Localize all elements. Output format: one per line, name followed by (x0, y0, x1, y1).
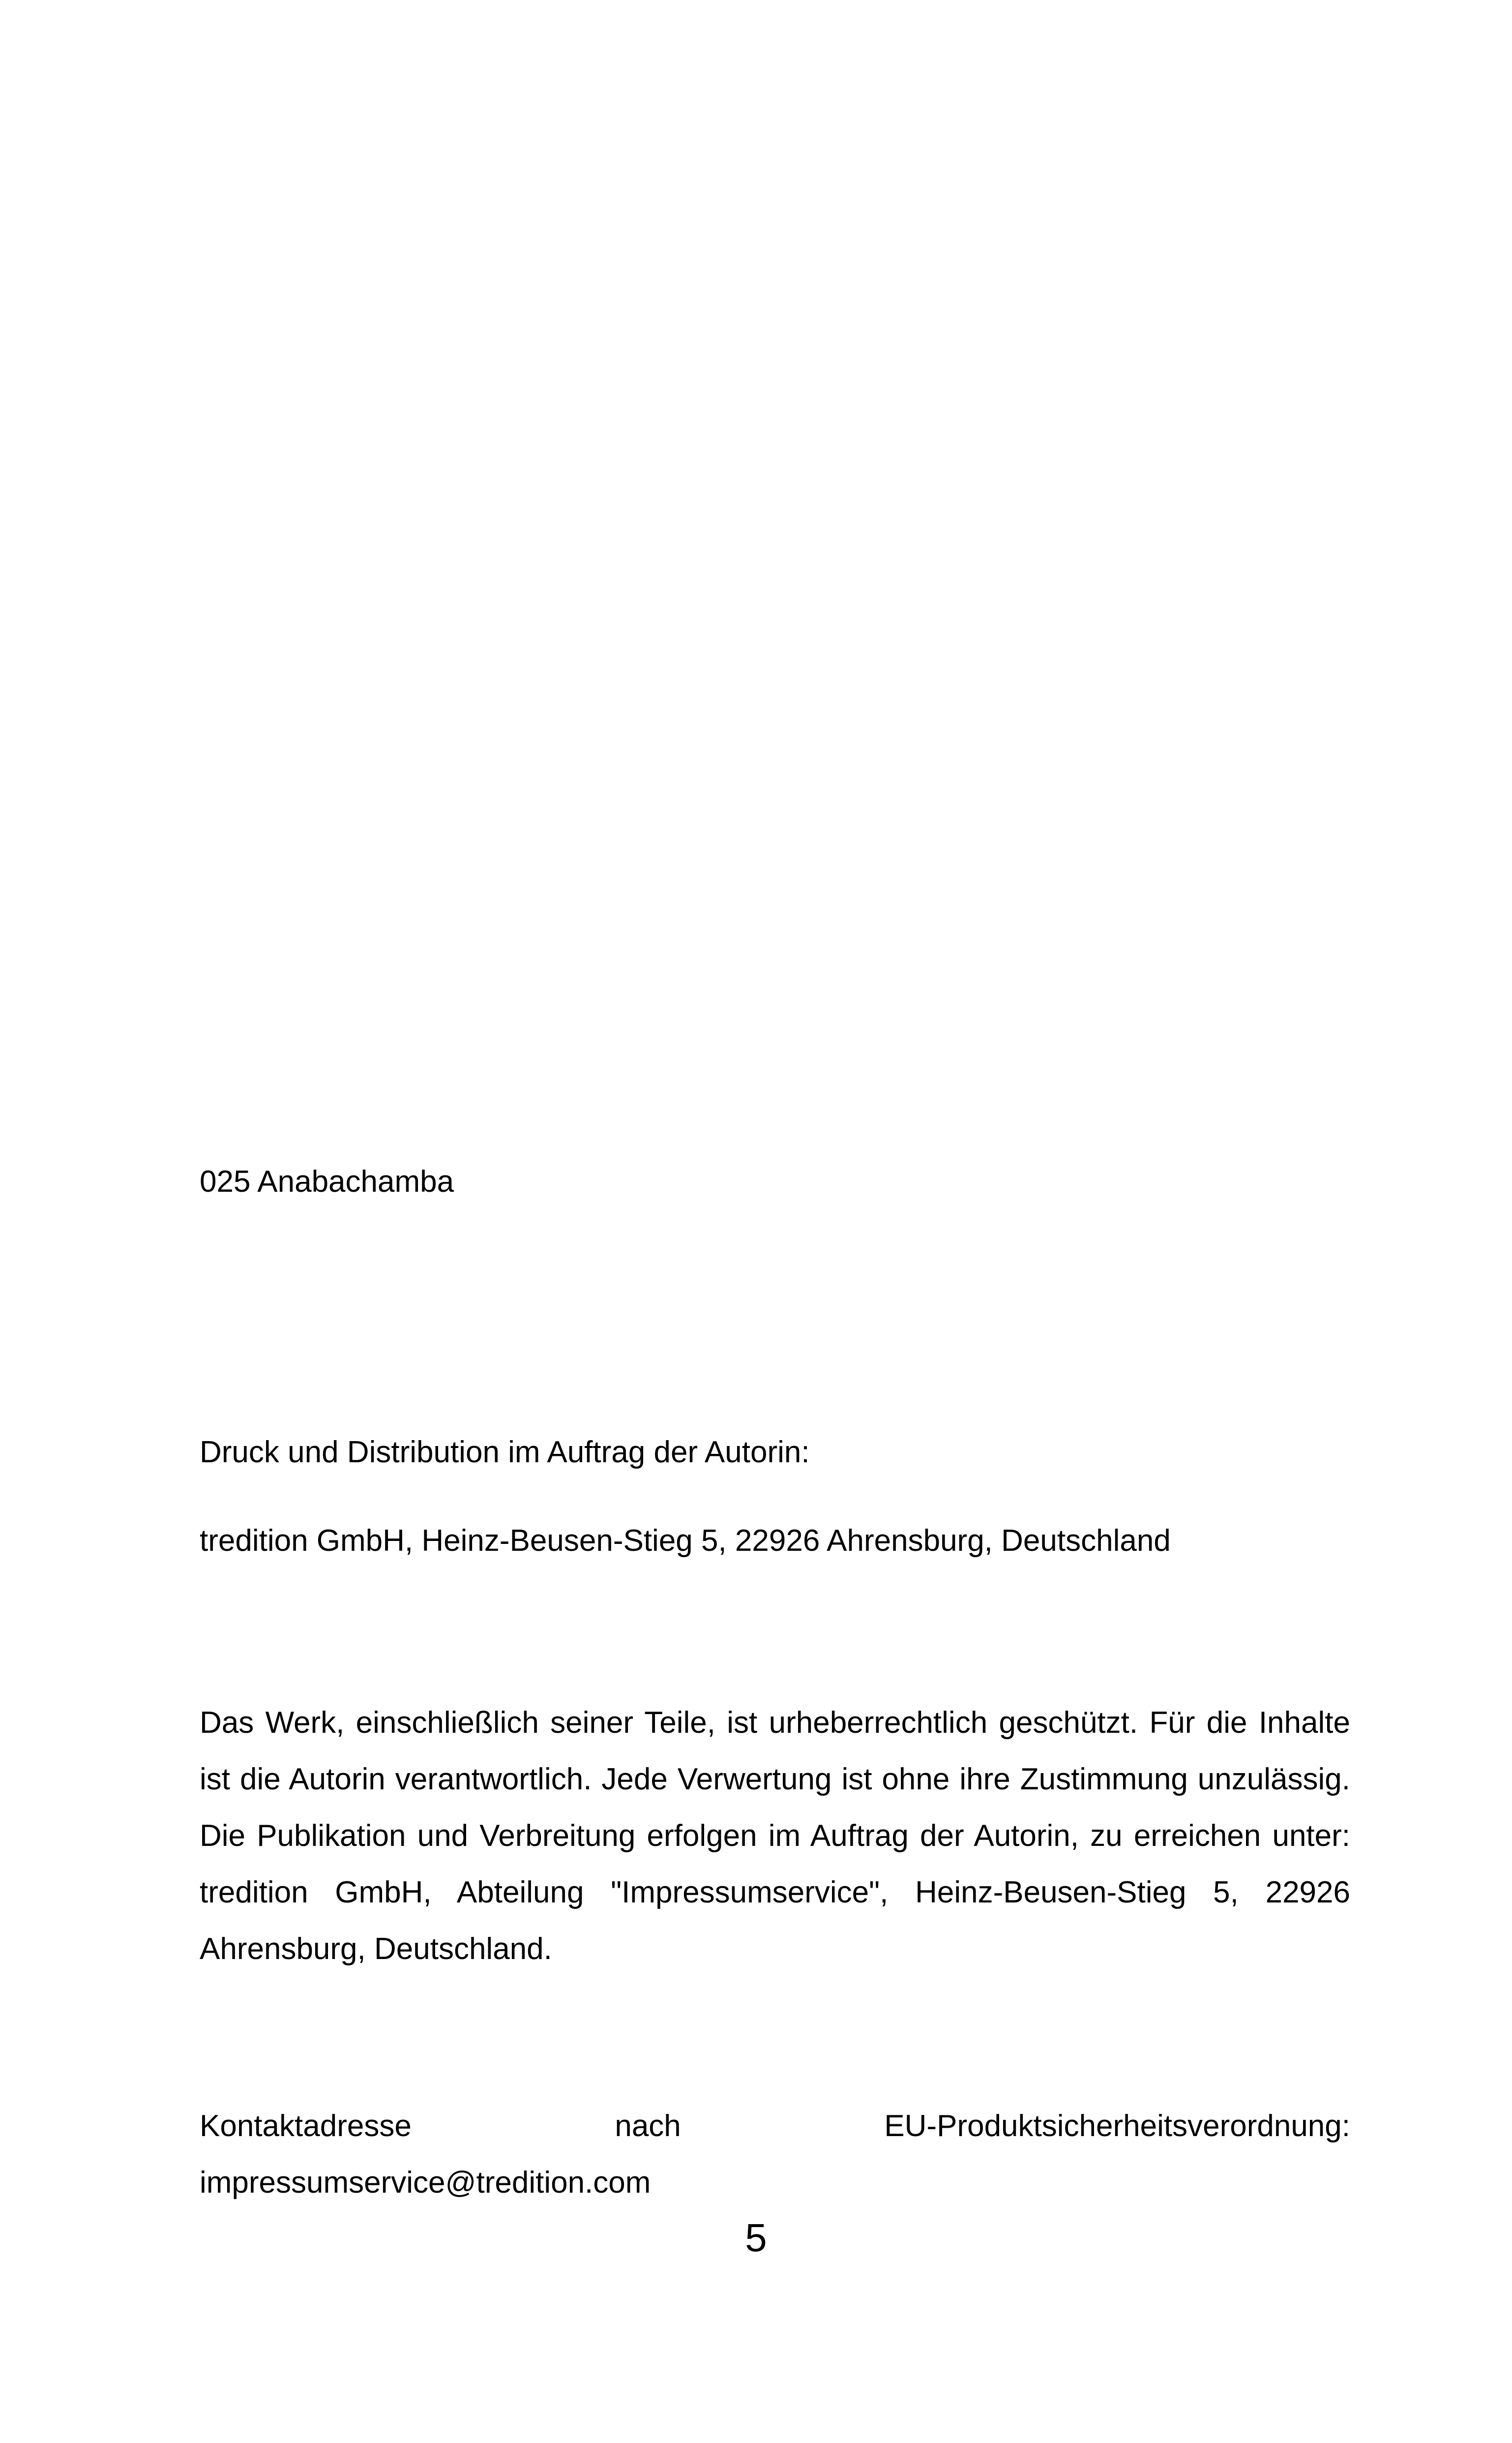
book-title: 025 Anabachamba (200, 1165, 454, 1199)
printing-address: tredition GmbH, Heinz-Beusen-Stieg 5, 22926 Ahrensburg, Deutschland (200, 1524, 1171, 1558)
copyright-notice: Das Werk, einschließlich seiner Teile, ist urheberrechtlich geschützt. Für die Inhalte ist die Autorin verantwortlich. Jede Verwertung ist ohne ihre Zustimmung unzulässig. Die Publikation und Verbreitung erfolgen im Auftrag der Autorin, zu erreichen unter: tredition GmbH, Abteilung "Impressumservice", Heinz-Beusen-Stieg 5, 22926 Ahrensburg, Deutschland. (200, 1706, 1350, 1966)
contact-word-2: nach (615, 2109, 681, 2143)
page-number: 5 (745, 2216, 767, 2260)
contact-label-line (200, 2098, 1350, 2154)
contact-email: impressumservice@tredition.com (200, 2166, 651, 2200)
contact-section (200, 2098, 1350, 2211)
printing-heading: Druck und Distribution im Auftrag der Autorin: (200, 1435, 810, 1469)
contact-word-3: EU-Produktsicherheitsverordnung: (884, 2109, 1350, 2143)
contact-word-1: Kontaktadresse (200, 2109, 412, 2143)
